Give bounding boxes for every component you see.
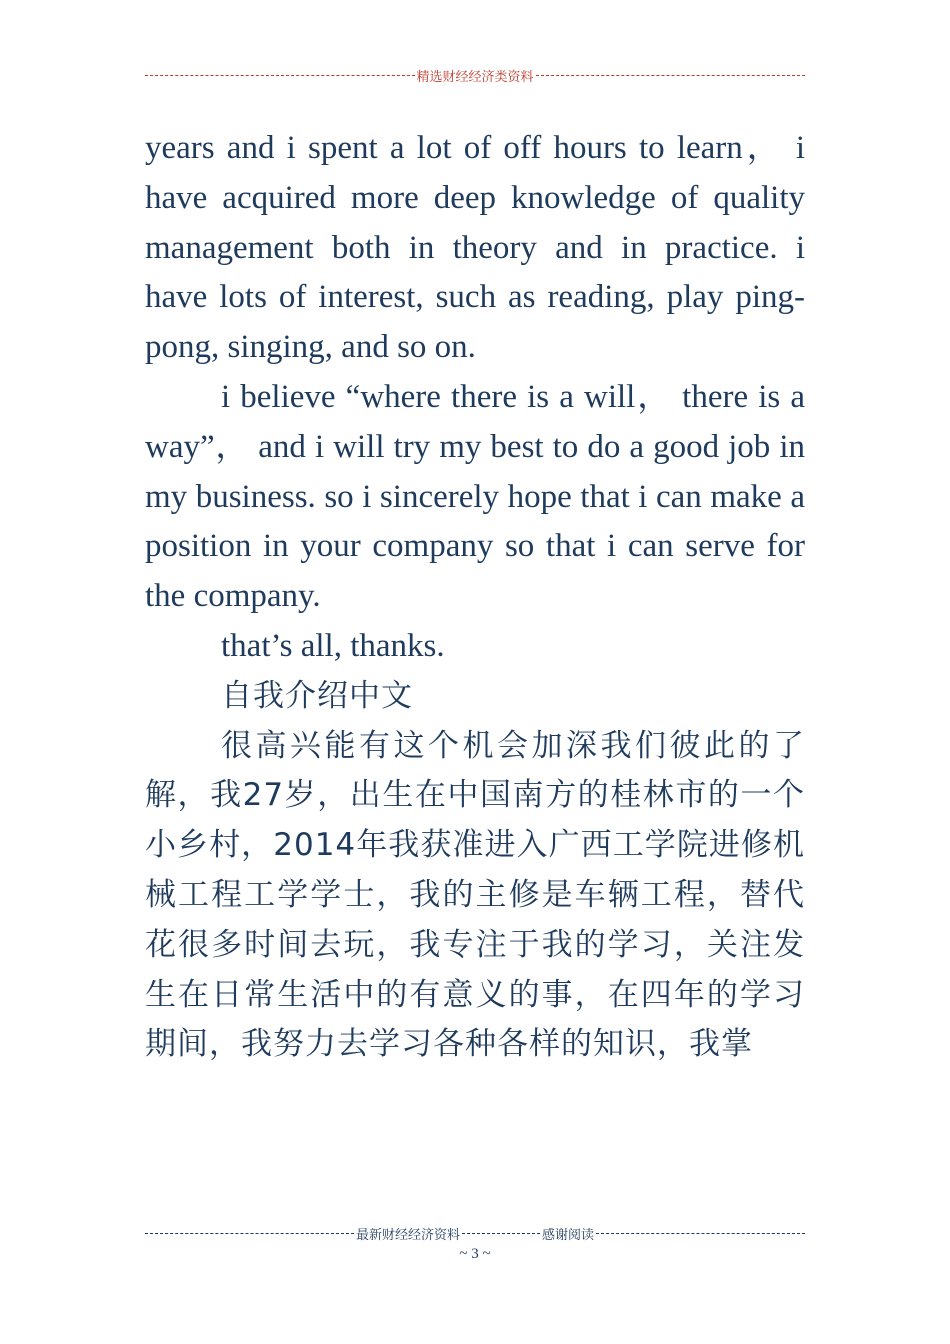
paragraph-belief: i believe “where there is a will， there is a way”， and i will try my best to do a good job in my business. so i sincerely hope that i can make a position in your company so that i can serve for the company. [145,378,805,615]
paragraph-skills-interests: years and i spent a lot of off hours to learn， i have acquired more deep knowledge of quality management both in theory and in practice. i have lots of interest, such as reading, play ping-pong, singing, and so on. [145,130,805,366]
chinese-section-heading: 自我介绍中文 [221,677,413,714]
footer-dash-left [145,1233,354,1234]
footer-right-label: 感谢阅读 [542,1227,595,1242]
page-footer [145,1224,805,1243]
footer-left-label: 最新财经经济资料 [355,1227,460,1242]
header-label: 精选财经经济类资料 [416,69,534,84]
footer-dash-right [596,1233,805,1234]
chinese-paragraph: 很高兴能有这个机会加深我们彼此的了解，我27岁，出生在中国南方的桂林市的一个小乡村，2014年我获准进入广西工学院进修机械工程工学学士，我的主修是车辆工程，替代花很多时间去玩，我专注于我的学习，关注发生在日常生活中的有意义的事，在四年的学习期间，我努力去学习各种各样的知识，我掌 [145,727,805,1063]
footer-dash-middle [462,1233,540,1234]
page-number: ~ 3 ~ [459,1246,491,1262]
paragraph-closing: that’s all, thanks. [221,627,445,664]
header-dash-left [145,75,415,76]
document-body [145,124,805,1070]
header-dash-right [536,75,806,76]
page-header [145,66,805,85]
